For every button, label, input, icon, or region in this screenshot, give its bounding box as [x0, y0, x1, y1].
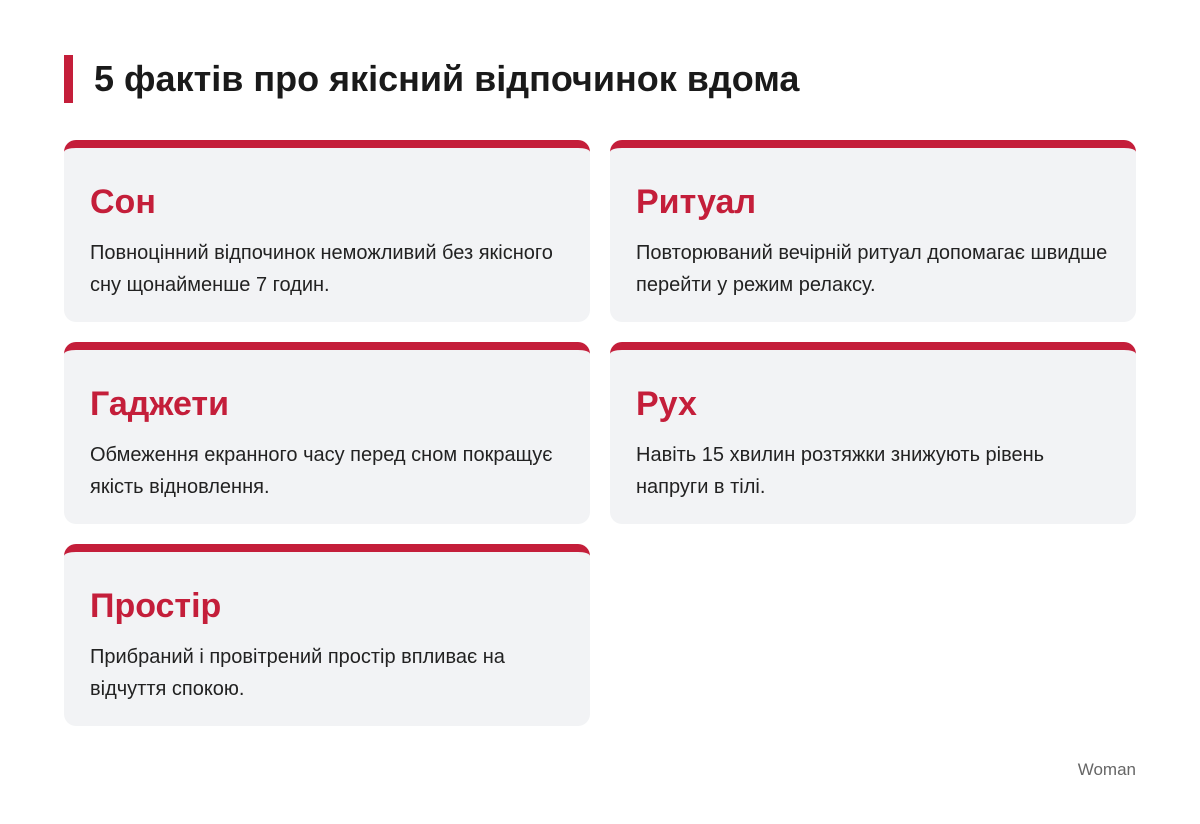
fact-card-movement: [610, 342, 1136, 524]
fact-card-ritual: [610, 140, 1136, 322]
fact-card-text: Повторюваний вечірній ритуал допомагає швидше перейти у режим релаксу.: [636, 242, 1108, 296]
fact-card-text: Навіть 15 хвилин розтяжки знижують рівень напруги в тілі.: [636, 444, 1045, 498]
fact-card-sleep: [64, 140, 590, 322]
fact-card-text: Прибраний і провітрений простір впливає на відчуття спокою.: [90, 646, 505, 700]
fact-card-title: Гаджети: [90, 385, 229, 423]
fact-card-title: Сон: [90, 183, 156, 221]
fact-card-text: Повноцінний відпочинок неможливий без якісного сну щонайменше 7 годин.: [90, 242, 553, 296]
fact-card-gadgets: [64, 342, 590, 524]
fact-card-title: Рух: [636, 385, 697, 423]
title-accent-bar: [64, 55, 73, 103]
source-credit: Woman: [1077, 760, 1136, 779]
facts-grid: [64, 140, 1136, 726]
fact-card-title: Ритуал: [636, 183, 757, 221]
fact-card-space: [64, 544, 590, 726]
fact-card-title: Простір: [90, 587, 222, 625]
fact-card-text: Обмеження екранного часу перед сном покращує якість відновлення.: [90, 444, 553, 498]
page-title: 5 фактів про якісний відпочинок вдома: [94, 58, 800, 99]
page-header: [64, 55, 799, 103]
